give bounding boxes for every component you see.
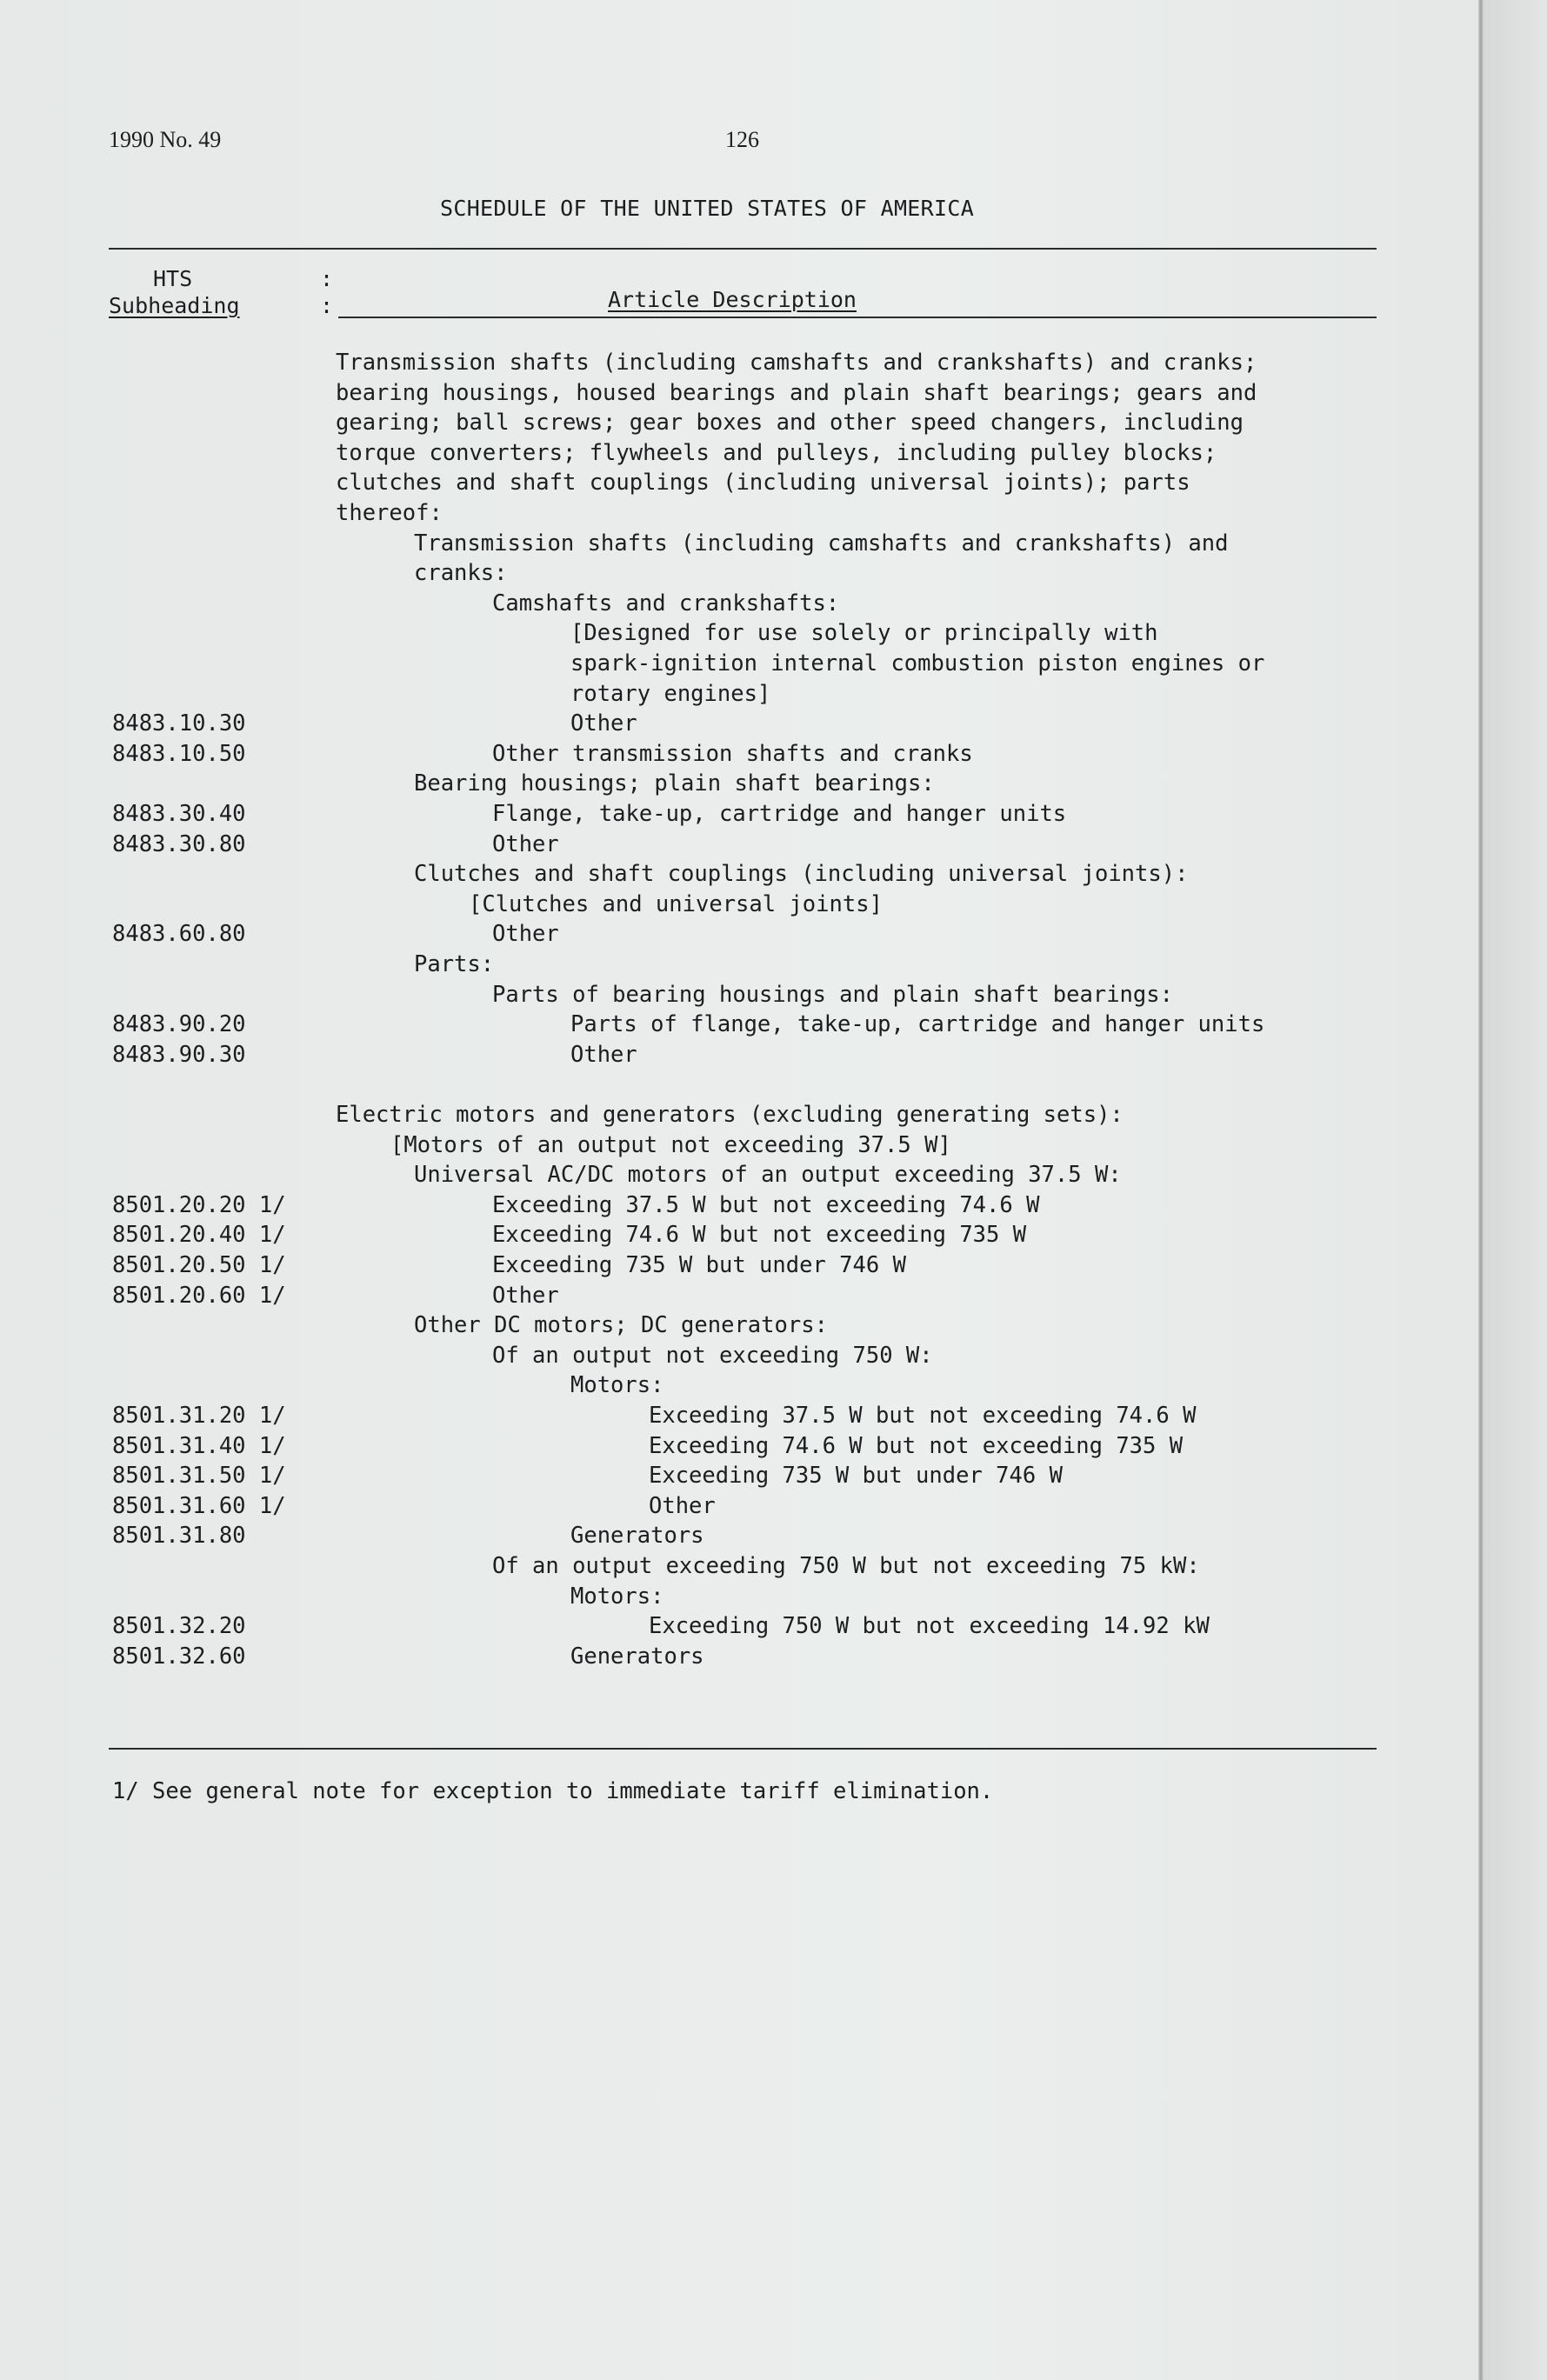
article-description: Exceeding 735 W but under 746 W [649, 1463, 1063, 1489]
article-description: spark-ignition internal combustion piston engines or [570, 650, 1265, 677]
article-description: Other [570, 1042, 637, 1068]
binding-shadow [1484, 0, 1547, 2380]
article-description: Transmission shafts (including camshafts and crankshafts) and cranks; [336, 350, 1257, 376]
article-description: Transmission shafts (including camshafts and crankshafts) and [414, 530, 1229, 557]
article-description: Other [492, 921, 559, 947]
top-rule [109, 248, 1377, 250]
article-description: Other [492, 831, 559, 857]
article-description: Of an output exceeding 750 W but not exceeding 75 kW: [492, 1553, 1200, 1579]
article-description: [Designed for use solely or principally with [570, 620, 1158, 646]
article-description: Exceeding 37.5 W but not exceeding 74.6 W [649, 1403, 1197, 1429]
header-rule [338, 317, 1377, 318]
article-description: Exceeding 735 W but under 746 W [492, 1252, 906, 1278]
article-description: Camshafts and crankshafts: [492, 590, 840, 617]
publication-reference: 1990 No. 49 [109, 127, 222, 152]
article-description: Exceeding 750 W but not exceeding 14.92 kW [649, 1613, 1210, 1639]
hts-code: 8501.20.40 1/ [112, 1222, 286, 1248]
hts-code: 8501.31.80 [112, 1523, 246, 1549]
description-column-label: Article Description [608, 287, 857, 312]
article-description: [Motors of an output not exceeding 37.5 W] [390, 1132, 951, 1158]
article-description: Exceeding 37.5 W but not exceeding 74.6 W [492, 1192, 1040, 1218]
article-description: Exceeding 74.6 W but not exceeding 735 W [492, 1222, 1027, 1248]
article-description: Universal AC/DC motors of an output exceeding 37.5 W: [414, 1162, 1122, 1188]
article-description: Parts of bearing housings and plain shaft bearings: [492, 982, 1173, 1008]
article-description: Motors: [570, 1372, 664, 1398]
schedule-title: SCHEDULE OF THE UNITED STATES OF AMERICA [440, 196, 975, 221]
article-description: rotary engines] [570, 681, 771, 707]
hts-code: 8483.30.40 [112, 801, 246, 827]
column-separator: : [320, 293, 334, 318]
article-description: Generators [570, 1523, 704, 1549]
hts-code: 8501.20.20 1/ [112, 1192, 286, 1218]
hts-code: 8501.20.60 1/ [112, 1283, 286, 1309]
article-description: Motors: [570, 1583, 664, 1610]
article-description: torque converters; flywheels and pulleys, including pulley blocks; [336, 440, 1217, 466]
article-description: Exceeding 74.6 W but not exceeding 735 W [649, 1433, 1184, 1459]
article-description: Clutches and shaft couplings (including universal joints): [414, 861, 1189, 887]
hts-code: 8483.90.20 [112, 1011, 246, 1037]
column-separator: : [320, 266, 334, 291]
article-description: Bearing housings; plain shaft bearings: [414, 770, 935, 797]
article-description: Of an output not exceeding 750 W: [492, 1343, 933, 1369]
hts-code: 8501.32.20 [112, 1613, 246, 1639]
article-description: Other [570, 710, 637, 737]
article-description: Parts: [414, 951, 495, 977]
hts-code: 8501.31.40 1/ [112, 1433, 286, 1459]
hts-code: 8501.31.50 1/ [112, 1463, 286, 1489]
article-description: cranks: [414, 560, 508, 586]
article-description: Parts of flange, take-up, cartridge and hanger units [570, 1011, 1265, 1037]
hts-column-label: HTS [153, 266, 193, 291]
binding-fold [1478, 0, 1484, 2380]
hts-code: 8483.90.30 [112, 1042, 246, 1068]
article-description: Generators [570, 1643, 704, 1670]
article-description: bearing housings, housed bearings and plain shaft bearings; gears and [336, 380, 1257, 406]
article-description: thereof: [336, 500, 443, 526]
hts-code: 8483.10.50 [112, 741, 246, 767]
article-description: Flange, take-up, cartridge and hanger units [492, 801, 1067, 827]
hts-code: 8501.31.20 1/ [112, 1403, 286, 1429]
subheading-column-label: Subheading [109, 293, 240, 318]
hts-code: 8501.20.50 1/ [112, 1252, 286, 1278]
hts-code: 8501.32.60 [112, 1643, 246, 1670]
hts-code: 8483.10.30 [112, 710, 246, 737]
article-description: Other [492, 1283, 559, 1309]
article-description: Other DC motors; DC generators: [414, 1312, 828, 1338]
article-description: Other [649, 1493, 716, 1519]
article-description: Other transmission shafts and cranks [492, 741, 973, 767]
hts-code: 8501.31.60 1/ [112, 1493, 286, 1519]
article-description: Electric motors and generators (excluding generating sets): [336, 1102, 1124, 1128]
hts-code: 8483.60.80 [112, 921, 246, 947]
footer-rule [109, 1748, 1377, 1750]
article-description: gearing; ball screws; gear boxes and other speed changers, including [336, 410, 1244, 436]
page-number: 126 [725, 127, 759, 152]
article-description: clutches and shaft couplings (including universal joints); parts [336, 470, 1190, 496]
hts-code: 8483.30.80 [112, 831, 246, 857]
article-description: [Clutches and universal joints] [469, 891, 883, 917]
footnote: 1/ See general note for exception to immediate tariff elimination. [112, 1778, 994, 1804]
